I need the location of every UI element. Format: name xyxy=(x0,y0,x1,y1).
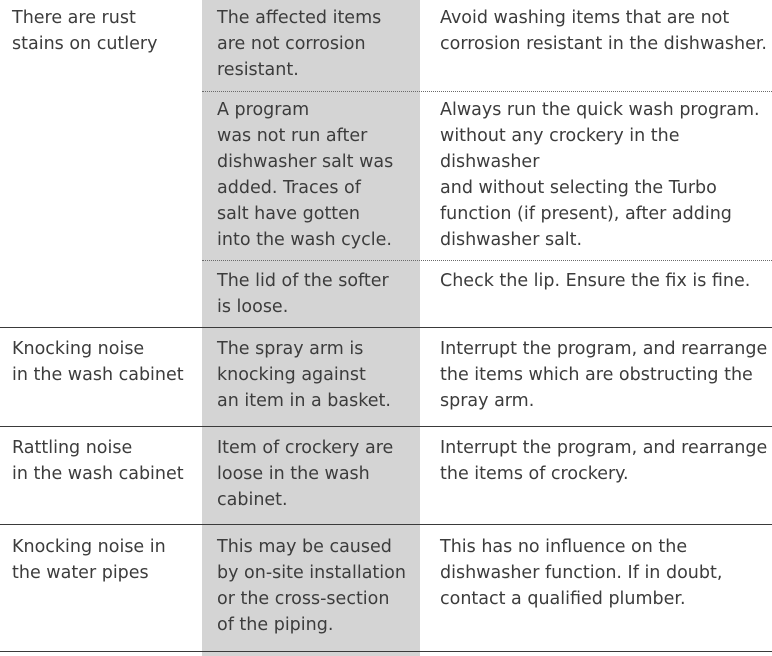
cause-not-corrosion-resistant: The affected items are not corrosion resistant. xyxy=(217,8,382,80)
cause-lid-loose: The lid of the softer is loose. xyxy=(217,271,389,317)
remedy-run-quick-wash: Always run the quick wash program. without any crockery in the dishwasher and without selecting the Turbo function (if present), after adding dishwasher salt. xyxy=(440,100,760,250)
cause-program-not-run: A program was not run after dishwasher salt was added. Traces of salt have gotten into the wash cycle. xyxy=(217,100,394,250)
remedy-rearrange-obstructing: Interrupt the program, and rearrange the items which are obstructing the spray arm. xyxy=(440,339,768,411)
cause-on-site-installation: This may be caused by on-site installation or the cross-section of the piping. xyxy=(217,537,406,635)
remedy-contact-plumber: This has no influence on the dishwasher function. If in doubt, contact a qualified plumber. xyxy=(440,537,723,609)
cause-spray-arm-knocking: The spray arm is knocking against an item in a basket. xyxy=(217,339,391,411)
sub-row-divider xyxy=(202,91,772,92)
problem-rust-stains: There are rust stains on cutlery xyxy=(12,8,158,54)
cause-crockery-loose: Item of crockery are loose in the wash cabinet. xyxy=(217,438,394,510)
row-divider xyxy=(0,426,772,427)
row-divider xyxy=(0,327,772,328)
remedy-check-lip: Check the lip. Ensure the fix is fine. xyxy=(440,271,751,291)
row-divider xyxy=(0,524,772,525)
remedy-avoid-non-resistant: Avoid washing items that are not corrosion resistant in the dishwasher. xyxy=(440,8,767,54)
row-divider xyxy=(0,651,772,652)
remedy-rearrange-crockery: Interrupt the program, and rearrange the items of crockery. xyxy=(440,438,768,484)
problem-knocking-pipes: Knocking noise in the water pipes xyxy=(12,537,166,583)
sub-row-divider xyxy=(202,260,772,261)
problem-knocking-cabinet: Knocking noise in the wash cabinet xyxy=(12,339,184,385)
problem-rattling-cabinet: Rattling noise in the wash cabinet xyxy=(12,438,184,484)
